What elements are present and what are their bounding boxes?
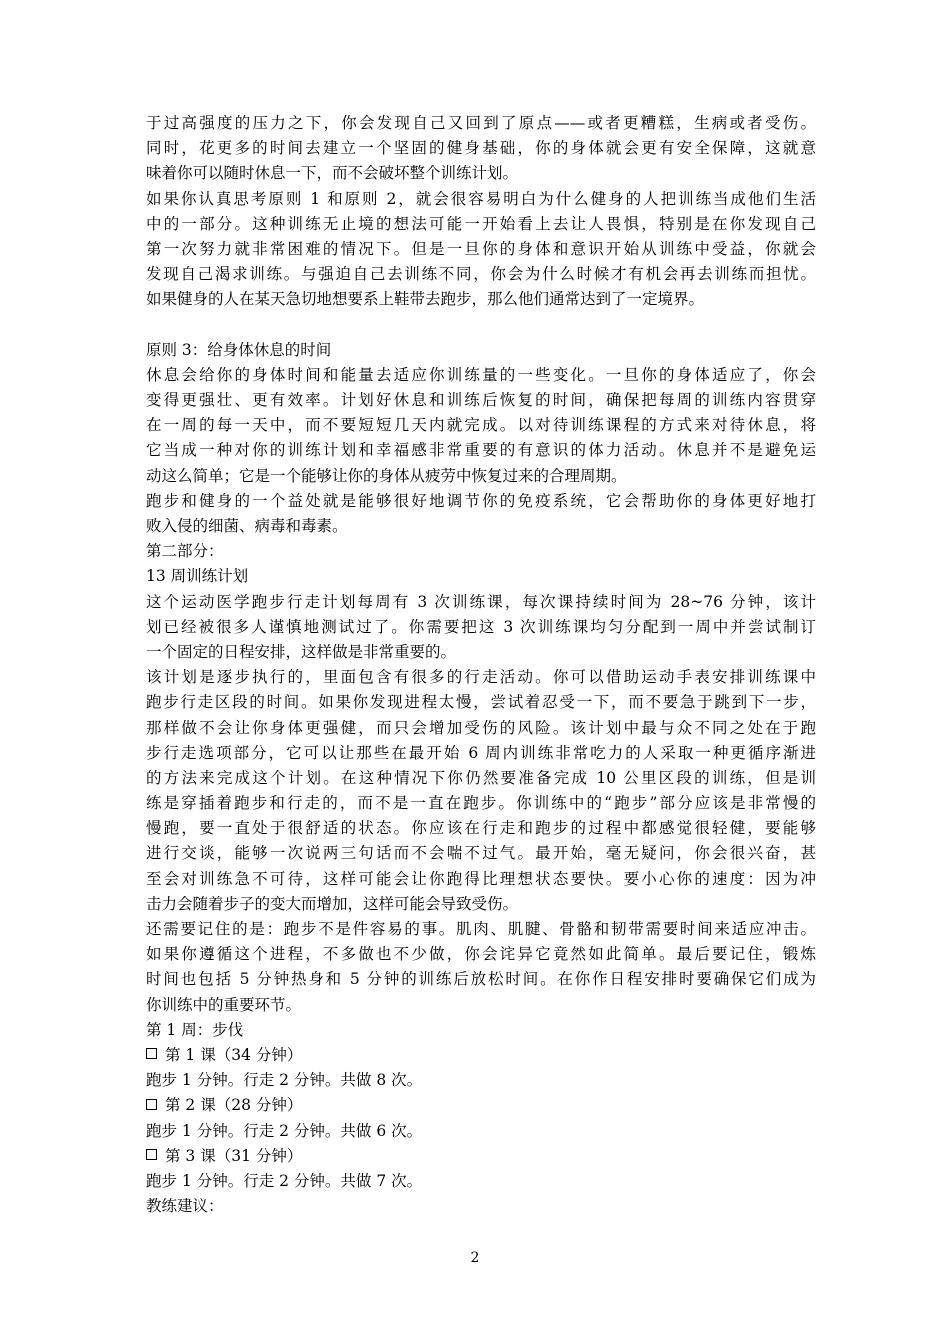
- session-2-label: [146, 1093, 816, 1118]
- session-1-detail: 跑步 1 分钟。行走 2 分钟。共做 8 次。: [146, 1071, 423, 1090]
- text-line: 原则 3：给身体休息的时间: [146, 340, 332, 359]
- text-line: 在一周的每一天中，而不要短短几天内就完成。以对待训练课程的方式来对待休息，将: [146, 416, 816, 435]
- text-line: 跑步和健身的一个益处就是能够很好地调节你的免疫系统，它会帮助你的身体更好地打: [146, 491, 816, 510]
- text-line: 味着你可以随时休息一下，而不会破坏整个训练计划。: [146, 164, 519, 183]
- text-line: 如果你认真思考原则 1 和原则 2，就会很容易明白为什么健身的人把训练当成他们生活: [146, 189, 816, 208]
- text-line: 如果健身的人在某天急切地想要系上鞋带去跑步，那么他们通常达到了一定境界。: [146, 290, 705, 309]
- text-line: 动这么简单；它是一个能够让你的身体从疲劳中恢复过来的合理周期。: [146, 466, 627, 485]
- checkbox-icon: [146, 1149, 157, 1160]
- text-line: 至会对训练急不可待，这样可能会让你跑得比理想状态要快。要小心你的速度：因为冲: [146, 869, 816, 888]
- text-line: 那样做不会让你身体更强健，而只会增加受伤的风险。该计划中最与众不同之处在于跑: [146, 718, 816, 737]
- text-line: 击力会随着步子的变大而增加，这样可能会导致受伤。: [146, 894, 519, 913]
- text-line: 练是穿插着跑步和行走的，而不是一直在跑步。你训练中的“跑步”部分应该是非常慢的: [146, 794, 816, 813]
- session-2-detail: 跑步 1 分钟。行走 2 分钟。共做 6 次。: [146, 1121, 423, 1140]
- coach-advice-label: 教练建议：: [146, 1197, 224, 1216]
- text-line: 慢跑，要一直处于很舒适的状态。你应该在行走和跑步的过程中都感觉很轻健，要能够: [146, 819, 816, 838]
- text-line: 一个固定的日程安排，这样做是非常重要的。: [146, 642, 457, 661]
- text-line: 的方法来完成这个计划。在这种情况下你仍然要准备完成 10 公里区段的训练，但是训: [146, 768, 816, 787]
- session-1-label: [146, 1043, 816, 1068]
- session-3-text: 第 3 课（31 分钟）: [165, 1146, 303, 1165]
- page-number: 2: [470, 1250, 480, 1266]
- text-line: 13 周训练计划: [146, 567, 249, 586]
- text-line: 败入侵的细菌、病毒和毒素。: [146, 517, 348, 535]
- paragraph-lines: [146, 111, 816, 1018]
- text-line: 同时，花更多的时间去建立一个坚固的健身基础，你的身体就会更有安全保障，这就意: [146, 139, 816, 158]
- session-3-detail: 跑步 1 分钟。行走 2 分钟。共做 7 次。: [146, 1171, 423, 1190]
- text-line: 还需要记住的是：跑步不是件容易的事。肌肉、肌腱、骨骼和韧带需要时间来适应冲击。: [146, 920, 816, 938]
- blank-line: [146, 313, 816, 338]
- text-line: 这个运动医学跑步行走计划每周有 3 次训练课，每次课持续时间为 28~76 分钟，该计: [146, 592, 816, 611]
- text-line: 它当成一种对你的训练计划和幸福感非常重要的有意识的体力活动。休息并不是避免运: [146, 441, 816, 460]
- text-line: 如果你遵循这个进程，不多做也不少做，你会诧异它竟然如此简单。最后要记住，锻炼: [146, 945, 816, 964]
- text-line: 休息会给你的身体时间和能量去适应你训练量的一些变化。一旦你的身体适应了，你会: [146, 365, 816, 384]
- session-3-label: [146, 1144, 816, 1169]
- text-line: 划已经被很多人谨慎地测试过了。你需要把这 3 次训练课均匀分配到一周中并尝试制订: [146, 617, 816, 636]
- session-2-text: 第 2 课（28 分钟）: [165, 1096, 303, 1115]
- text-line: 进行交谈，能够一次说两三句话而不会喘不过气。最开始，毫无疑问，你会很兴奋，甚: [146, 844, 816, 863]
- text-line: 步行走选项部分，它可以让那些在最开始 6 周内训练非常吃力的人采取一种更循序渐进: [146, 743, 816, 762]
- text-line: 变得更强壮、更有效率。计划好休息和训练后恢复的时间，确保把每周的训练内容贯穿: [146, 391, 816, 410]
- text-line: 该计划是逐步执行的，里面包含有很多的行走活动。你可以借助运动手表安排训练课中: [146, 668, 816, 687]
- text-line: 第一次努力就非常困难的情况下。但是一旦你的身体和意识开始从训练中受益，你就会: [146, 239, 816, 258]
- session-1-text: 第 1 课（34 分钟）: [165, 1045, 303, 1064]
- text-line: 中的一部分。这种训练无止境的想法可能一开始看上去让人畏惧，特别是在你发现自己: [146, 214, 816, 233]
- text-line: 发现自己渴求训练。与强迫自己去训练不同，你会为什么时候才有机会再去训练而担忧。: [146, 265, 816, 284]
- checkbox-icon: [146, 1099, 157, 1110]
- text-line: 于过高强度的压力之下，你会发现自己又回到了原点——或者更糟糕，生病或者受伤。: [146, 114, 816, 132]
- text-line: 你训练中的重要环节。: [146, 995, 302, 1014]
- checkbox-icon: [146, 1048, 157, 1059]
- body-text: [146, 111, 816, 1219]
- text-line: 跑步行走区段的时间。如果你发现进程太慢，尝试着忍受一下，而不要急于跳到下一步，: [146, 693, 816, 712]
- week1-heading: 第 1 周：步伐: [146, 1020, 244, 1039]
- text-line: 第二部分：: [146, 542, 224, 561]
- text-line: 时间也包括 5 分钟热身和 5 分钟的训练后放松时间。在你作日程安排时要确保它们成为: [146, 970, 816, 989]
